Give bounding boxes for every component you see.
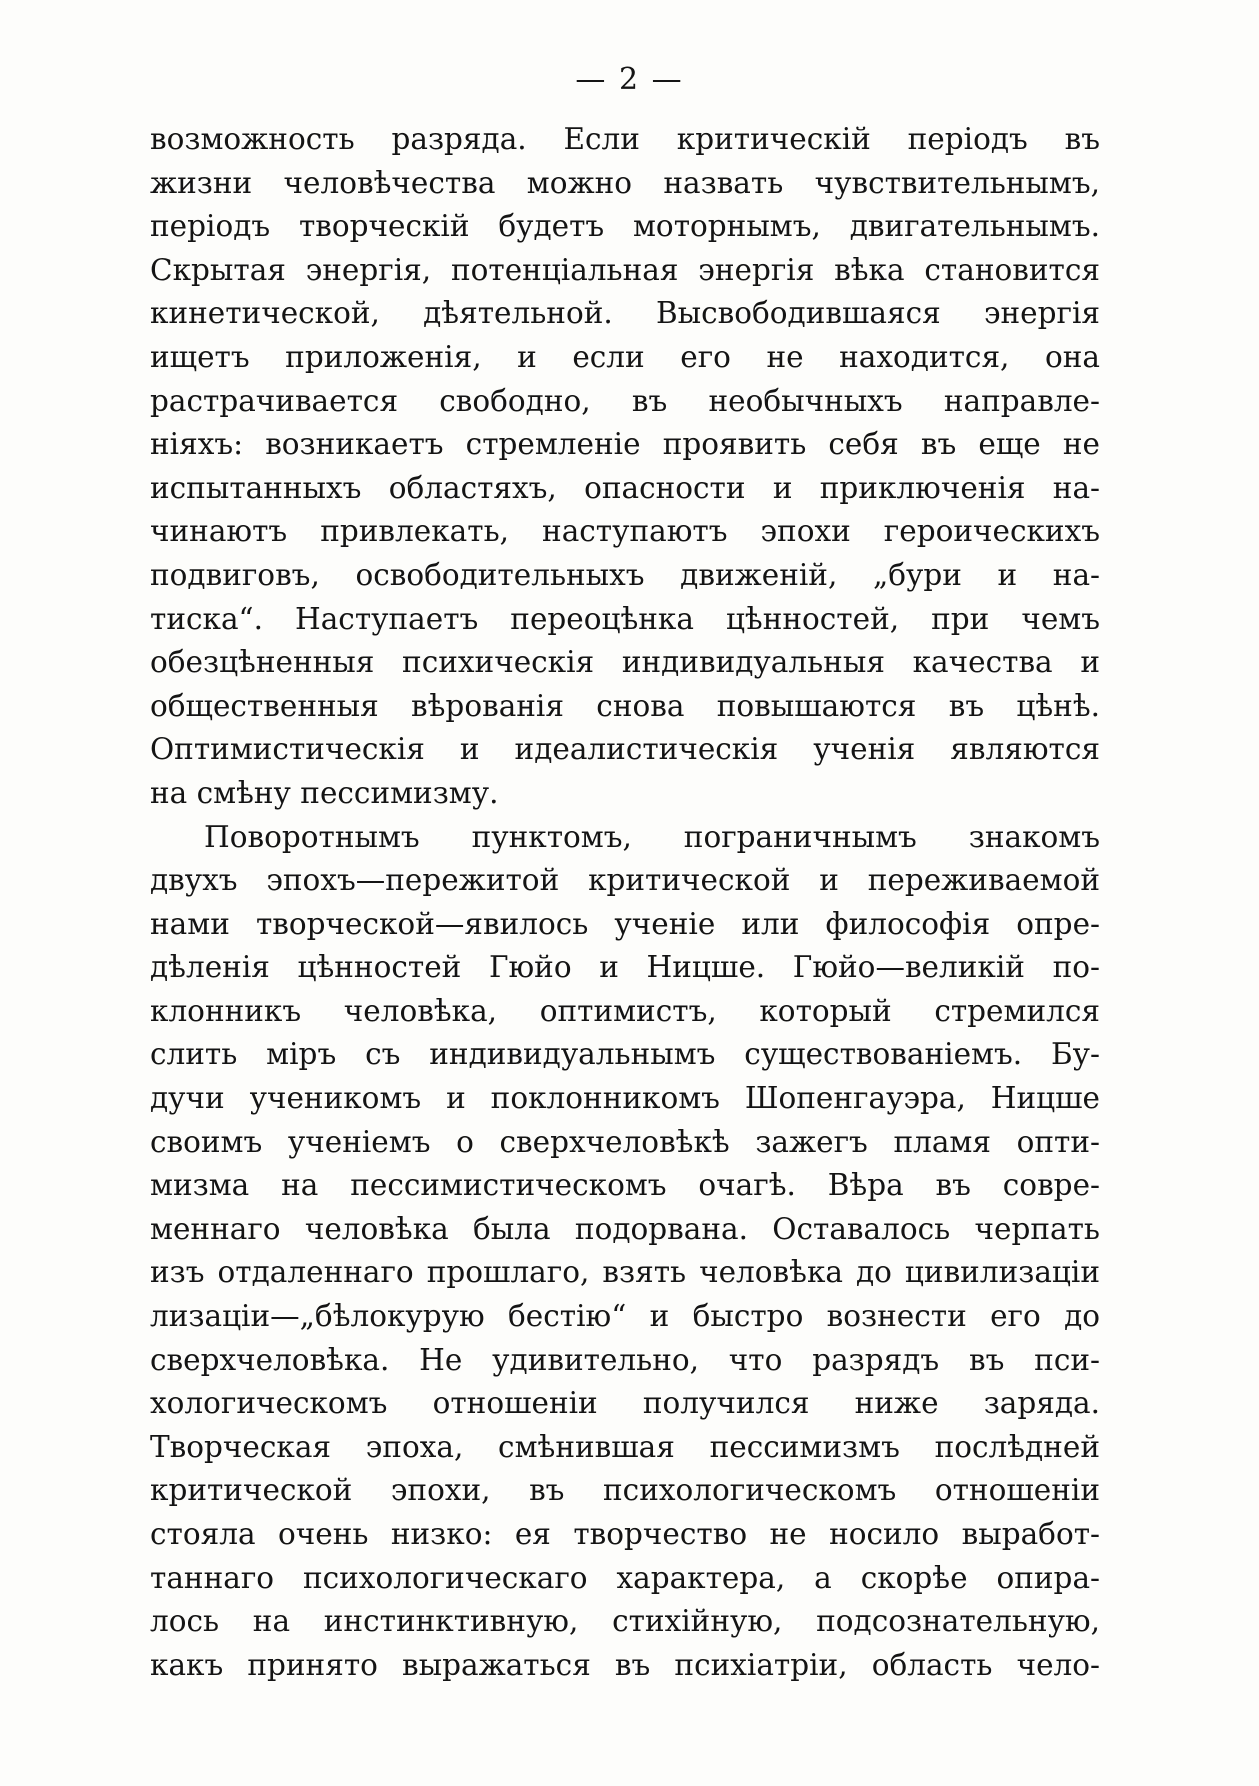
text-line: дѣленія цѣнностей Гюйо и Ницше. Гюйо—великій по- [150, 950, 1100, 985]
text-line: Скрытая энергія, потенціальная энергія вѣка становится [150, 252, 1100, 287]
paragraph-2 [150, 816, 1100, 1688]
text-line: подвиговъ, освободительныхъ движеній, „бури и на- [150, 557, 1100, 592]
text-line: кинетической, дѣятельной. Высвободившаяся энергія [150, 296, 1100, 331]
text-line: Поворотнымъ пунктомъ, пограничнымъ знакомъ [204, 819, 1100, 854]
text-line: Творческая эпоха, смѣнившая пессимизмъ послѣдней [150, 1429, 1100, 1464]
text-line: возможность разряда. Если критическій періодъ въ [150, 122, 1100, 156]
text-line: ніяхъ: возникаетъ стремленіе проявить себя въ еще не [150, 427, 1100, 462]
paragraph-1 [150, 118, 1100, 816]
text-line: мизма на пессимистическомъ очагѣ. Вѣра въ совре- [150, 1168, 1100, 1203]
text-line: ищетъ приложенія, и если его не находится, она [150, 339, 1100, 374]
text-line: жизни человѣчества можно назвать чувствительнымъ, [150, 165, 1100, 200]
page-text [150, 118, 1100, 1687]
text-line: стояла очень низко: ея творчество не носило выработ- [150, 1517, 1100, 1551]
text-line: хологическомъ отношеніи получился ниже заряда. [150, 1386, 1100, 1421]
text-line: изъ отдаленнаго прошлаго, взять человѣка до цивилизаціи [150, 1255, 1100, 1290]
page-number: — 2 — [575, 62, 684, 97]
text-line: общественныя вѣрованія снова повышаются въ цѣнѣ. [150, 688, 1100, 723]
text-line: таннаго психологическаго характера, а скорѣе опира- [150, 1560, 1100, 1595]
text-line: обезцѣненныя психическія индивидуальныя качества и [150, 645, 1100, 680]
text-line: лизаціи—„бѣлокурую бестію“ и быстро вознести его до [150, 1299, 1100, 1334]
text-line: чинаютъ привлекать, наступаютъ эпохи героическихъ [150, 514, 1100, 549]
text-line: тиска“. Наступаетъ переоцѣнка цѣнностей, при чемъ [150, 601, 1100, 636]
text-line: нами творческой—явилось ученіе или философія опре- [150, 906, 1100, 941]
text-line: дучи ученикомъ и поклонникомъ Шопенгауэра, Ницше [150, 1081, 1100, 1116]
text-line: сверхчеловѣка. Не удивительно, что разрядъ въ пси- [150, 1342, 1100, 1377]
text-line: на смѣну пессимизму. [150, 775, 499, 810]
text-line: двухъ эпохъ—пережитой критической и переживаемой [150, 863, 1100, 898]
text-line: клонникъ человѣка, оптимистъ, который стремился [150, 993, 1100, 1028]
text-line: критической эпохи, въ психологическомъ отношеніи [150, 1473, 1100, 1508]
text-line: растрачивается свободно, въ необычныхъ направле- [150, 383, 1100, 418]
text-line: испытанныхъ областяхъ, опасности и приключенія на- [150, 470, 1100, 505]
text-line: періодъ творческій будетъ моторнымъ, двигательнымъ. [150, 209, 1100, 244]
text-line: лось на инстинктивную, стихійную, подсознательную, [150, 1604, 1100, 1639]
text-line: меннаго человѣка была подорвана. Оставалось черпать [150, 1211, 1100, 1246]
text-line: своимъ ученіемъ о сверхчеловѣкѣ зажегъ пламя опти- [150, 1124, 1100, 1159]
text-line: Оптимистическія и идеалистическія ученія являются [150, 732, 1100, 767]
text-line: какъ принято выражаться въ психіатріи, область чело- [150, 1647, 1100, 1682]
text-line: слить міръ съ индивидуальнымъ существованіемъ. Бу- [150, 1037, 1100, 1072]
